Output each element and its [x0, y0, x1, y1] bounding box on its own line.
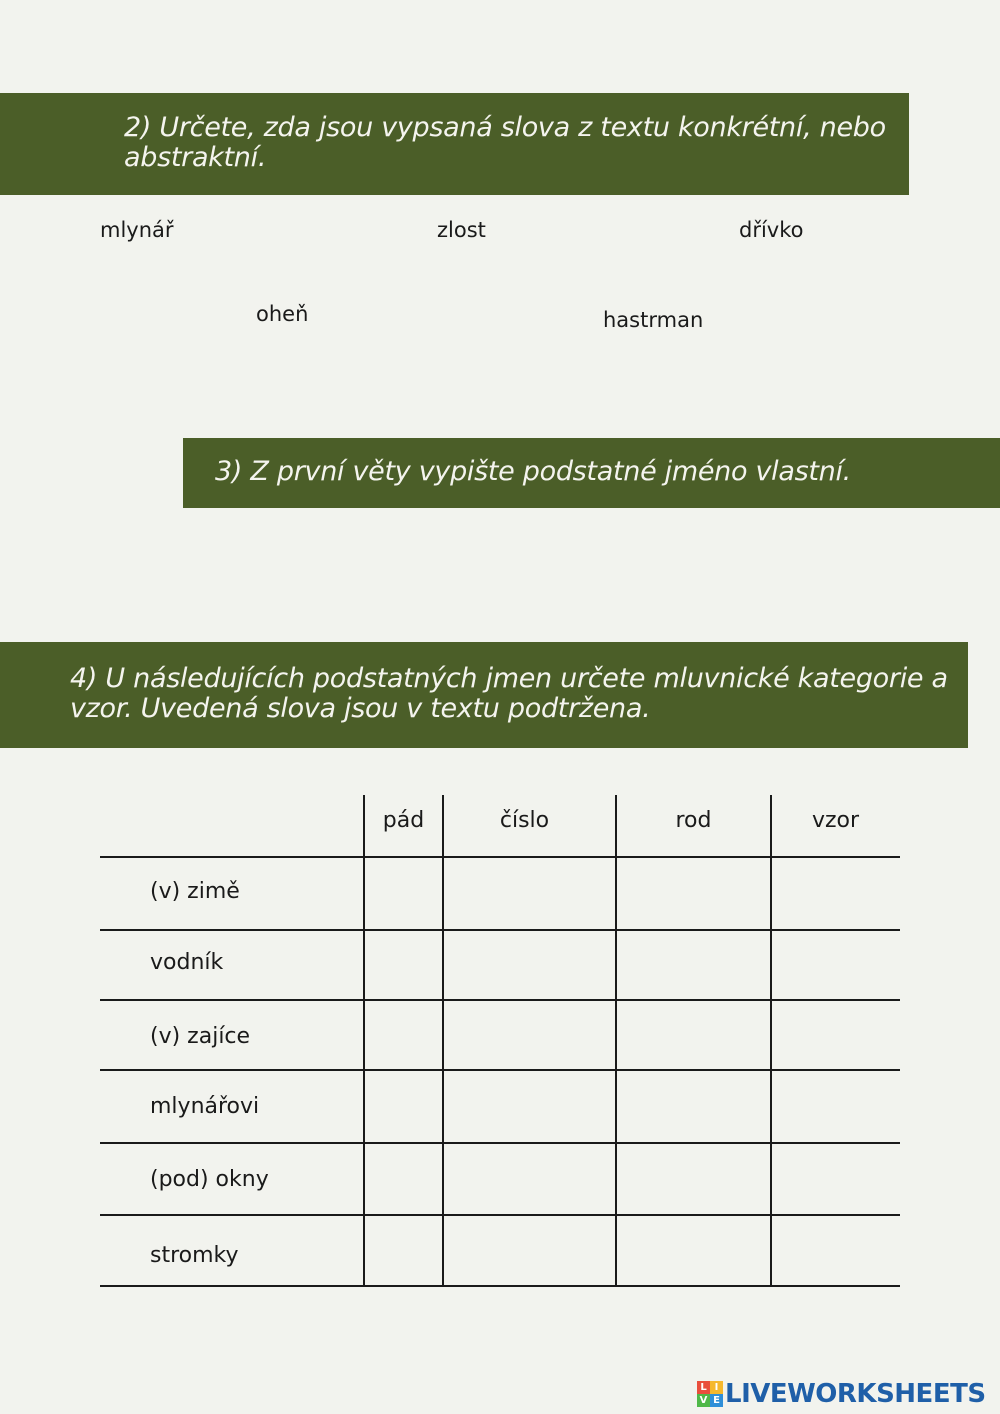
answer-cell-row6-cislo [445, 1217, 614, 1284]
answer-input-row5-cislo[interactable] [445, 1145, 614, 1213]
logo-square-l: L [697, 1381, 710, 1394]
answer-cell-row5-pad [366, 1145, 441, 1213]
answer-cell-row1-vzor [773, 859, 898, 928]
column-header-rod: rod [675, 808, 712, 833]
logo-square-e: E [710, 1394, 723, 1407]
row-label-okny: (pod) okny [150, 1167, 269, 1192]
answer-input-row5-vzor[interactable] [773, 1145, 898, 1213]
row-label-zajice: (v) zajíce [150, 1024, 251, 1049]
answer-cell-row2-pad [366, 932, 441, 998]
task2-banner [0, 93, 909, 195]
answer-cell-row2-cislo [445, 932, 614, 998]
answer-input-row5-rod[interactable] [618, 1145, 769, 1213]
answer-cell-row1-pad [366, 859, 441, 928]
logo-square-v: V [697, 1394, 710, 1407]
task4-title: 4) U následujících podstatných jmen určete mluvnické kategorie a vzor. Uvedená slova jsou v textu podtržena. [70, 663, 948, 724]
answer-cell-row1-rod [618, 859, 769, 928]
answer-cell-row4-cislo [445, 1072, 614, 1141]
liveworksheets-logo-text: LIVEWORKSHEETS [725, 1379, 986, 1409]
row-label-stromky: stromky [150, 1243, 239, 1268]
answer-input-row1-cislo[interactable] [445, 859, 614, 928]
task3-banner [183, 438, 1000, 508]
answer-input-row6-cislo[interactable] [445, 1217, 614, 1284]
answer-cell-row6-vzor [773, 1217, 898, 1284]
answer-input-row3-rod[interactable] [618, 1002, 769, 1068]
row-label-vodnik: vodník [150, 950, 224, 975]
answer-input-row3-vzor[interactable] [773, 1002, 898, 1068]
answer-input-row4-cislo[interactable] [445, 1072, 614, 1141]
word-drivko[interactable]: dřívko [739, 218, 804, 242]
answer-input-row2-cislo[interactable] [445, 932, 614, 998]
task3-title: 3) Z první věty vypište podstatné jméno vlastní. [215, 456, 851, 487]
answer-cell-row3-rod [618, 1002, 769, 1068]
answer-input-row2-rod[interactable] [618, 932, 769, 998]
answer-input-row3-cislo[interactable] [445, 1002, 614, 1068]
answer-cell-row2-vzor [773, 932, 898, 998]
answer-cell-row5-cislo [445, 1145, 614, 1213]
column-header-cislo: číslo [499, 808, 550, 833]
answer-cell-row1-cislo [445, 859, 614, 928]
answer-cell-row3-pad [366, 1002, 441, 1068]
row-label-mlynarovi: mlynářovi [150, 1094, 260, 1119]
liveworksheets-logo [697, 1378, 986, 1410]
word-hastrman[interactable]: hastrman [603, 308, 704, 332]
answer-input-row3-pad[interactable] [366, 1002, 441, 1068]
answer-cell-row5-vzor [773, 1145, 898, 1213]
answer-cell-row4-vzor [773, 1072, 898, 1141]
answer-input-row4-pad[interactable] [366, 1072, 441, 1141]
word-zlost[interactable]: zlost [437, 218, 486, 242]
answer-cell-row6-pad [366, 1217, 441, 1284]
answer-input-row2-pad[interactable] [366, 932, 441, 998]
answer-input-row6-vzor[interactable] [773, 1217, 898, 1284]
answer-input-row1-pad[interactable] [366, 859, 441, 928]
answer-cell-row3-vzor [773, 1002, 898, 1068]
answer-input-row1-vzor[interactable] [773, 859, 898, 928]
answer-input-row2-vzor[interactable] [773, 932, 898, 998]
answer-input-row4-rod[interactable] [618, 1072, 769, 1141]
answer-cell-row4-rod [618, 1072, 769, 1141]
answer-cell-row5-rod [618, 1145, 769, 1213]
answer-cell-row6-rod [618, 1217, 769, 1284]
task2-title: 2) Určete, zda jsou vypsaná slova z textu konkrétní, nebo abstraktní. [124, 112, 886, 173]
answer-cell-row3-cislo [445, 1002, 614, 1068]
column-header-pad: pád [382, 808, 425, 833]
column-header-vzor: vzor [811, 808, 860, 833]
word-ohen[interactable]: oheň [256, 302, 309, 326]
task4-banner [0, 642, 968, 748]
row-label-zime: (v) zimě [150, 879, 240, 904]
liveworksheets-logo-icon [697, 1381, 723, 1407]
word-mlynar[interactable]: mlynář [100, 218, 174, 242]
answer-cell-row4-pad [366, 1072, 441, 1141]
answer-input-row1-rod[interactable] [618, 859, 769, 928]
answer-input-row6-pad[interactable] [366, 1217, 441, 1284]
answer-input-row5-pad[interactable] [366, 1145, 441, 1213]
answer-input-row6-rod[interactable] [618, 1217, 769, 1284]
answer-input-row4-vzor[interactable] [773, 1072, 898, 1141]
logo-square-i: I [710, 1381, 723, 1394]
answer-cell-row2-rod [618, 932, 769, 998]
